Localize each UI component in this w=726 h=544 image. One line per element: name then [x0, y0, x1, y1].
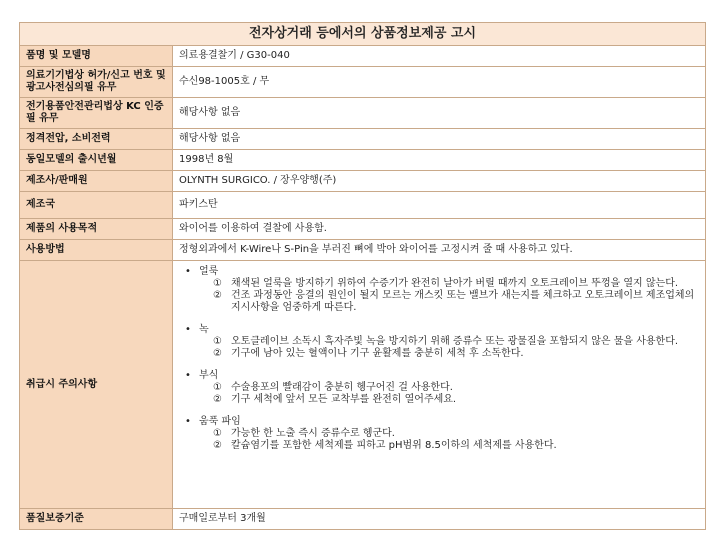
row-value: 해당사항 없음 — [173, 98, 706, 129]
caution-content — [173, 261, 706, 509]
item-number: ① — [213, 428, 222, 439]
row-label: 제조사/판매원 — [20, 171, 173, 192]
row-value: 해당사항 없음 — [173, 129, 706, 150]
row-label: 제품의 사용목적 — [20, 219, 173, 240]
product-info-notice — [19, 22, 705, 530]
caution-section — [185, 370, 699, 406]
item-number: ② — [213, 440, 222, 451]
row-value: 수신98-1005호 / 무 — [173, 67, 706, 98]
warranty-value: 구매일로부터 3개월 — [173, 509, 706, 530]
row-label: 동일모델의 출시년월 — [20, 150, 173, 171]
bullet-icon: • — [185, 324, 191, 335]
caution-label: 취급시 주의사항 — [20, 261, 173, 509]
row-value: 와이어를 이용하여 결찰에 사용함. — [173, 219, 706, 240]
item-text: 오토클레이브 소독시 흑자주빛 녹을 방지하기 위해 증류수 또는 광물질을 포함되지 않은 물을 사용한다. — [231, 336, 679, 347]
item-text: 가능한 한 노출 즉시 증류수로 헹군다. — [231, 428, 395, 439]
row-label: 의료기기법상 허가/신고 번호 및 광고사전심의필 유무 — [20, 67, 173, 98]
caution-section — [185, 416, 699, 452]
bullet-icon: • — [185, 416, 191, 427]
item-text: 기구에 남아 있는 혈액이나 기구 윤활제를 충분히 세척 후 소독한다. — [231, 348, 524, 359]
row-value: 의료용결찰기 / G30-040 — [173, 46, 706, 67]
row-label: 정격전압, 소비전력 — [20, 129, 173, 150]
row-label: 사용방법 — [20, 240, 173, 261]
row-value: 정형외과에서 K-Wire나 S-Pin을 부러진 뼈에 박아 와이어를 고정시켜 줄 때 사용하고 있다. — [173, 240, 706, 261]
row-value: 파키스탄 — [173, 192, 706, 219]
item-number: ② — [213, 394, 222, 405]
row-value: 1998년 8월 — [173, 150, 706, 171]
item-number: ① — [213, 382, 222, 393]
item-text: 건조 과정동안 응결의 원인이 될지 모르는 개스킷 또는 밸브가 새는지를 체크하고 오토크레이브 제조업체의 지시사항을 엄중하게 따른다. — [231, 290, 695, 313]
row-label: 품명 및 모델명 — [20, 46, 173, 67]
section-heading: 녹 — [199, 324, 209, 335]
section-heading: 움푹 파임 — [199, 416, 241, 427]
item-text: 수술용포의 빨래감이 충분히 헹구어진 걸 사용한다. — [231, 382, 453, 393]
bullet-icon: • — [185, 370, 191, 381]
bullet-icon: • — [185, 266, 191, 277]
item-number: ② — [213, 348, 222, 359]
row-label: 전기용품안전관리법상 KC 인증 필 유무 — [20, 98, 173, 129]
caution-section — [185, 266, 699, 314]
item-number: ① — [213, 336, 222, 347]
item-number: ① — [213, 278, 222, 289]
item-text: 칼슘염기를 포함한 세척제를 피하고 pH범위 8.5이하의 세척제를 사용한다. — [231, 440, 557, 451]
section-heading: 얼룩 — [199, 266, 219, 277]
caution-section — [185, 324, 699, 360]
info-table — [19, 22, 706, 530]
row-value: OLYNTH SURGICO. / 장우양행(주) — [173, 171, 706, 192]
item-text: 채색된 얼룩을 방지하기 위하여 수증기가 완전히 날아가 버릴 때까지 오토크레이브 뚜껑을 열지 않는다. — [231, 278, 679, 289]
notice-title: 전자상거래 등에서의 상품정보제공 고시 — [20, 23, 706, 46]
section-heading: 부식 — [199, 370, 219, 381]
item-text: 기구 세척에 앞서 모든 교착부를 완전히 열어주세요. — [231, 394, 457, 405]
warranty-label: 품질보증기준 — [20, 509, 173, 530]
item-number: ② — [213, 290, 222, 301]
row-label: 제조국 — [20, 192, 173, 219]
